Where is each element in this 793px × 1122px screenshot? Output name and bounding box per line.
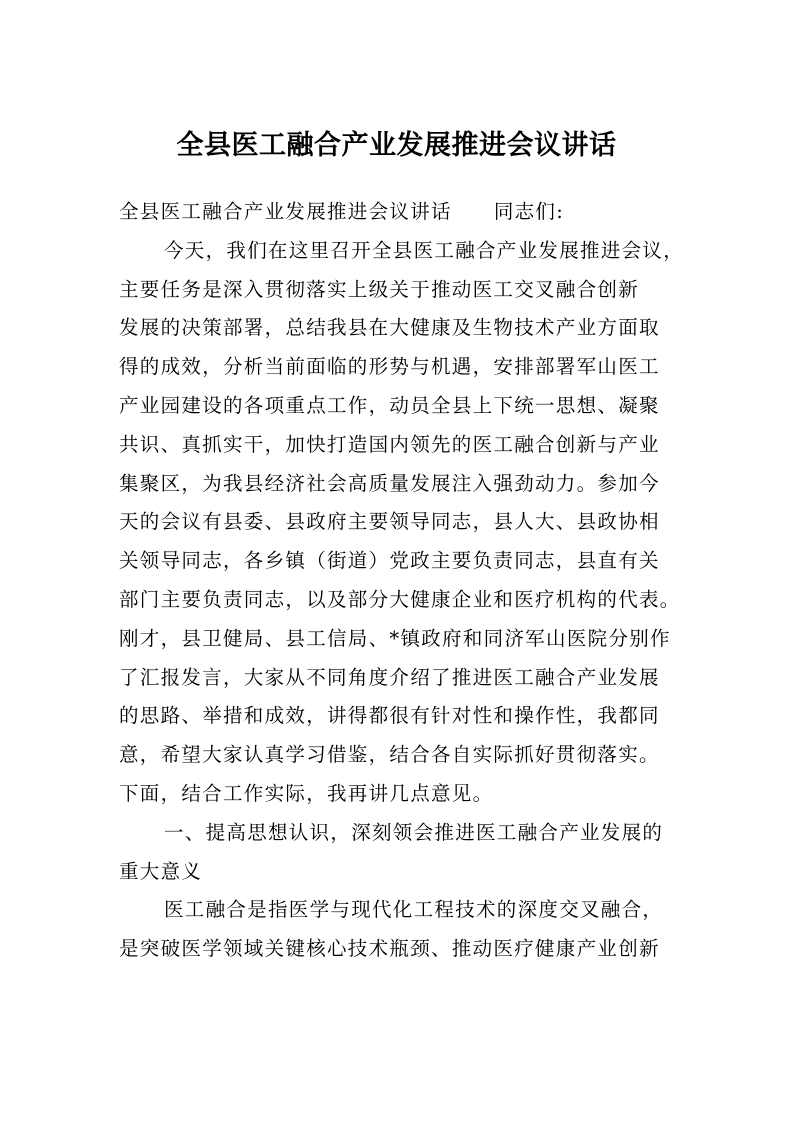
text-line: 的思路、举措和成效，讲得都很有针对性和操作性，我都同 bbox=[119, 704, 660, 728]
text-line: 集聚区，为我县经济社会高质量发展注入强劲动力。参加今 bbox=[119, 471, 660, 495]
text-line: 刚才，县卫健局、县工信局、*镇政府和同济军山医院分别作 bbox=[119, 626, 671, 650]
text-line: 一、提高思想认识，深刻领会推进医工融合产业发展的 bbox=[164, 820, 664, 844]
text-line: 产业园建设的各项重点工作，动员全县上下统一思想、凝聚 bbox=[119, 393, 660, 417]
text-line: 关领导同志，各乡镇（街道）党政主要负责同志，县直有关 bbox=[119, 549, 660, 573]
text-line: 今天，我们在这里召开全县医工融合产业发展推进会议， bbox=[164, 238, 685, 262]
paragraph-lines bbox=[119, 232, 689, 969]
text-line: 共识、真抓实干，加快打造国内领先的医工融合创新与产业 bbox=[119, 432, 660, 456]
document-title: 全县医工融合产业发展推进会议讲话 bbox=[176, 130, 617, 161]
text-line: 医工融合是指医学与现代化工程技术的深度交叉融合， bbox=[164, 898, 664, 922]
intro-heading: 全县医工融合产业发展推进会议讲话 bbox=[119, 200, 452, 223]
text-line: 意，希望大家认真学习借鉴，结合各自实际抓好贯彻落实。 bbox=[119, 743, 660, 767]
text-line: 下面，结合工作实际，我再讲几点意见。 bbox=[119, 781, 494, 805]
text-line: 天的会议有县委、县政府主要领导同志，县人大、县政协相 bbox=[119, 510, 660, 534]
document-body bbox=[119, 193, 689, 969]
text-line: 部门主要负责同志，以及部分大健康企业和医疗机构的代表。 bbox=[119, 587, 681, 611]
text-line: 主要任务是深入贯彻落实上级关于推动医工交叉融合创新 bbox=[119, 277, 640, 301]
salutation: 同志们: bbox=[493, 200, 565, 223]
text-line: 发展的决策部署，总结我县在大健康及生物技术产业方面取 bbox=[119, 316, 660, 340]
text-line: 是突破医学领域关键核心技术瓶颈、推动医疗健康产业创新 bbox=[119, 937, 660, 961]
text-line: 重大意义 bbox=[119, 859, 203, 883]
text-line: 了汇报发言，大家从不同角度介绍了推进医工融合产业发展 bbox=[119, 665, 660, 689]
text-line: 得的成效，分析当前面临的形势与机遇，安排部署军山医工 bbox=[119, 355, 660, 379]
intro-line bbox=[119, 193, 689, 232]
